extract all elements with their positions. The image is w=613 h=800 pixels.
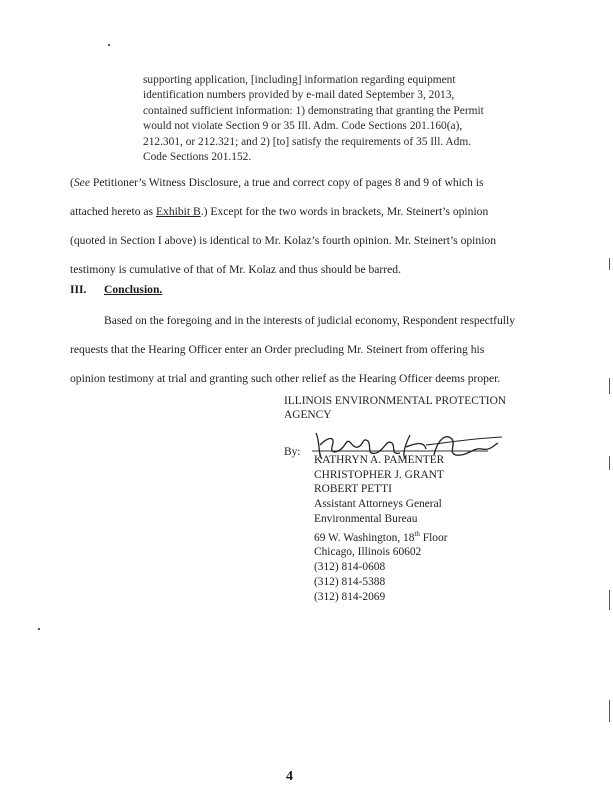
- scan-edge-mark: [609, 378, 610, 394]
- quote-line: 212.301, or 212.321; and 2) [to] satisfy the requirements of 35 Ill. Adm.: [143, 135, 472, 148]
- paragraph-text: .) Except for the two words in brackets, Mr. Steinert’s opinion: [200, 205, 489, 218]
- scan-edge-mark: [609, 456, 610, 470]
- agency-name: ILLINOIS ENVIRONMENTAL PROTECTION: [284, 395, 507, 407]
- handwritten-signature: [306, 425, 506, 465]
- paragraph-line: Based on the foregoing and in the interests of judicial economy, Respondent respectfully: [104, 314, 516, 327]
- paragraph-line: opinion testimony at trial and granting such other relief as the Hearing Officer deems proper.: [70, 372, 501, 385]
- see-signal: See: [73, 176, 90, 189]
- address-superscript: th: [414, 529, 420, 538]
- phone-line: (312) 814-0608: [314, 561, 386, 574]
- address-text: Floor: [419, 531, 448, 544]
- paragraph-text: Petitioner’s Witness Disclosure, a true and correct copy of pages 8 and 9 of which is: [89, 176, 484, 189]
- scan-edge-mark: [609, 258, 610, 270]
- attorney-names: [314, 453, 544, 605]
- quote-line: would not violate Section 9 or 35 Ill. Adm. Code Sections 201.160(a),: [143, 120, 463, 133]
- attorney-line: ROBERT PETTI: [314, 483, 392, 496]
- signature-block: [284, 394, 544, 605]
- quote-line: supporting application, [including] information regarding equipment: [143, 74, 456, 86]
- page-number: 4: [286, 769, 293, 784]
- address-text: 69 W. Washington, 18: [314, 531, 415, 544]
- phone-line: (312) 814-2069: [314, 590, 386, 603]
- paragraph-line: testimony is cumulative of that of Mr. Kolaz and thus should be barred.: [70, 263, 401, 276]
- attorney-line: KATHRYN A. PAMENTER: [314, 453, 445, 466]
- scan-speck: [108, 44, 110, 46]
- quote-line: identification numbers provided by e-mail dated September 3, 2013,: [143, 89, 455, 102]
- quote-line: contained sufficient information: 1) demonstrating that granting the Permit: [143, 104, 484, 117]
- section-heading: [70, 283, 162, 296]
- scan-edge-mark: [609, 700, 610, 722]
- attorney-line: Assistant Attorneys General: [314, 498, 442, 511]
- section-title: Conclusion.: [104, 283, 163, 296]
- address-line: [314, 527, 544, 546]
- paragraph-line: [70, 197, 540, 226]
- scan-edge-mark: [609, 590, 610, 610]
- city-line: Chicago, Illinois 60602: [314, 546, 422, 559]
- conclusion-paragraph: [70, 306, 540, 393]
- paragraph-line: (quoted in Section I above) is identical to Mr. Kolaz’s fourth opinion. Mr. Steinert’s opinion: [70, 234, 497, 247]
- by-label: By:: [284, 445, 301, 458]
- quote-line: Code Sections 201.152.: [143, 151, 252, 164]
- scan-speck: [38, 628, 40, 630]
- signature-line: [284, 425, 544, 465]
- attorney-line: CHRISTOPHER J. GRANT: [314, 468, 444, 481]
- paragraph-line: (See Petitioner’s Witness Disclosure, a true and correct copy of pages 8 and 9 of which is: [70, 176, 484, 189]
- agency-name: AGENCY: [284, 409, 332, 422]
- witness-disclosure-paragraph: [70, 168, 540, 284]
- phone-line: (312) 814-5388: [314, 575, 386, 588]
- section-number: III.: [70, 283, 87, 296]
- paragraph-text: attached hereto as: [70, 205, 156, 218]
- paragraph-line: requests that the Hearing Officer enter an Order precluding Mr. Steinert from offering his: [70, 343, 485, 356]
- exhibit-reference: Exhibit B: [155, 205, 201, 218]
- attorney-line: Environmental Bureau: [314, 513, 418, 525]
- block-quote: [143, 73, 505, 165]
